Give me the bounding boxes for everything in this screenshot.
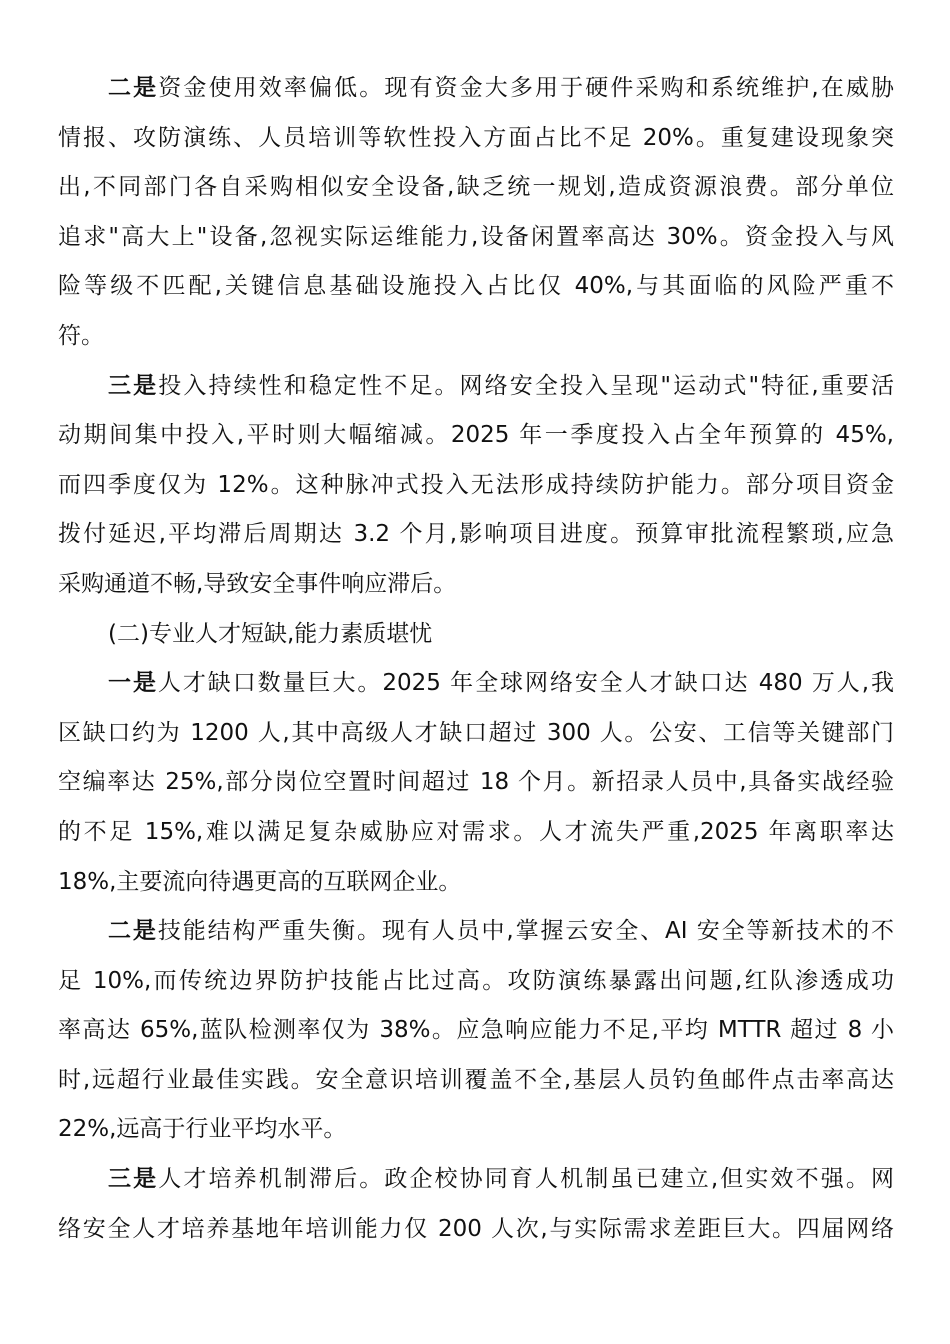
document-page: [58, 70, 894, 1260]
text-line: 拨付延迟,平均滞后周期达 3.2 个月,影响项目进度。预算审批流程繁琐,应急: [58, 521, 894, 548]
text-line: 足 10%,而传统边界防护技能占比过高。攻防演练暴露出问题,红队渗透成功: [58, 967, 894, 994]
text-line: 二是资金使用效率偏低。现有资金大多用于硬件采购和系统维护,在威胁: [108, 75, 894, 101]
text-line: 追求"高大上"设备,忽视实际运维能力,设备闲置率高达 30%。资金投入与风: [58, 223, 894, 250]
text-line: 符。: [58, 322, 104, 349]
paragraph-skill-imbalance: [58, 913, 894, 1161]
text-line: 三是投入持续性和稳定性不足。网络安全投入呈现"运动式"特征,重要活: [108, 372, 894, 399]
paragraph-lead: 三是: [108, 372, 159, 399]
text-line: 络安全人才培养基地年培训能力仅 200 人次,与实际需求差距巨大。四届网络: [58, 1215, 894, 1242]
text-line: 二是技能结构严重失衡。现有人员中,掌握云安全、AI 安全等新技术的不: [108, 918, 894, 945]
text-line: 区缺口约为 1200 人,其中高级人才缺口超过 300 人。公安、工信等关键部门: [58, 719, 894, 746]
text-line: 三是人才培养机制滞后。政企校协同育人机制虽已建立,但实效不强。网: [108, 1166, 894, 1193]
text-line: 率高达 65%,蓝队检测率仅为 38%。应急响应能力不足,平均 MTTR 超过 8 小: [58, 1017, 894, 1044]
text-line: 时,远超行业最佳实践。安全意识培训覆盖不全,基层人员钓鱼邮件点击率高达: [58, 1066, 894, 1093]
paragraph-investment-stability: [58, 368, 894, 616]
text-line: 18%,主要流向待遇更高的互联网企业。: [58, 868, 462, 895]
text-line: 采购通道不畅,导致安全事件响应滞后。: [58, 570, 457, 597]
text-line: 而四季度仅为 12%。这种脉冲式投入无法形成持续防护能力。部分项目资金: [58, 471, 894, 498]
paragraph-lead: 一是: [108, 670, 158, 697]
text-line: 险等级不匹配,关键信息基础设施投入占比仅 40%,与其面临的风险严重不: [58, 273, 894, 300]
text-line: 一是人才缺口数量巨大。2025 年全球网络安全人才缺口达 480 万人,我: [108, 670, 894, 697]
paragraph-lead: 二是: [108, 75, 159, 101]
text-line: 动期间集中投入,平时则大幅缩减。2025 年一季度投入占全年预算的 45%,: [58, 422, 894, 449]
text-line: 情报、攻防演练、人员培训等软性投入方面占比不足 20%。重复建设现象突: [58, 124, 894, 151]
paragraph-training-mechanism: [58, 1161, 894, 1260]
section-heading: (二)专业人才短缺,能力素质堪忧: [108, 620, 433, 647]
paragraph-talent-gap: [58, 665, 894, 913]
text-line: 22%,远高于行业平均水平。: [58, 1116, 347, 1143]
text-line: 空编率达 25%,部分岗位空置时间超过 18 个月。新招录人员中,具备实战经验: [58, 769, 894, 796]
paragraph-fund-efficiency: [58, 70, 894, 368]
paragraph-lead: 三是: [108, 1166, 159, 1193]
paragraph-lead: 二是: [108, 918, 158, 945]
text-line: 出,不同部门各自采购相似安全设备,缺乏统一规划,造成资源浪费。部分单位: [58, 174, 894, 201]
text-line: 的不足 15%,难以满足复杂威胁应对需求。人才流失严重,2025 年离职率达: [58, 818, 894, 845]
